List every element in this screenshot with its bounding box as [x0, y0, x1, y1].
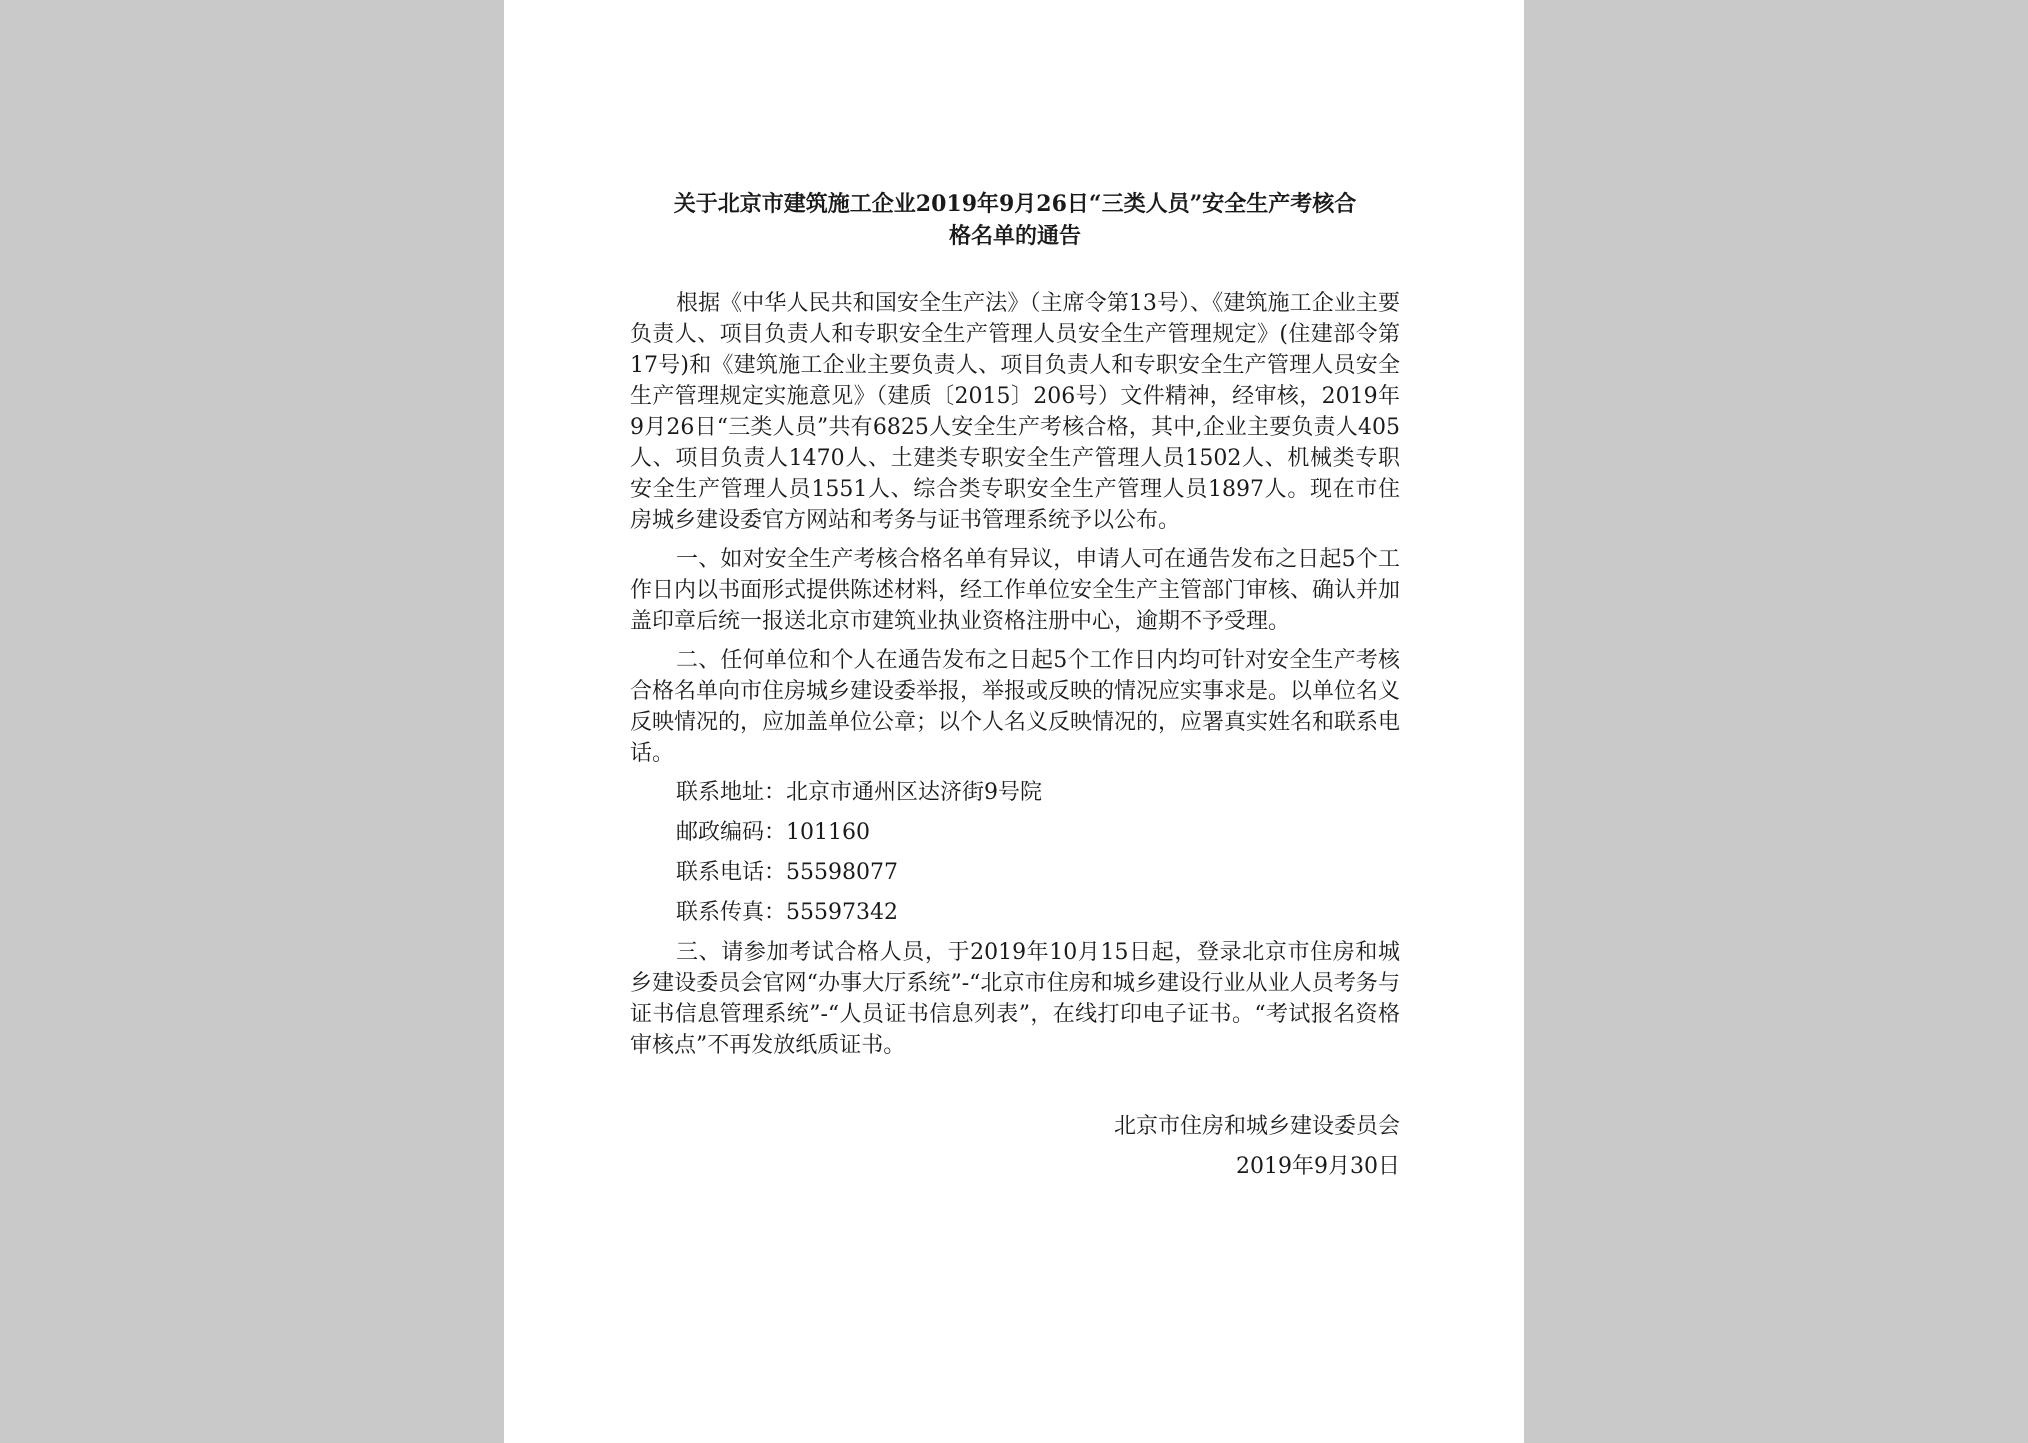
contact-phone [630, 857, 1400, 888]
contact-fax-label: 联系传真： [676, 900, 787, 925]
signature-block [630, 1107, 1400, 1187]
title-line-2: 格名单的通告 [948, 223, 1081, 249]
item-2-paragraph: 二、任何单位和个人在通告发布之日起5个工作日内均可针对安全生产考核合格名单向市住房城乡建设委举报，举报或反映的情况应实事求是。以单位名义反映情况的，应加盖单位公章；以个人名义反映情况的，应署真实姓名和联系电话。 [630, 648, 1401, 766]
contact-postcode [630, 817, 1400, 848]
contact-address-label: 联系地址： [676, 780, 787, 805]
item-1-paragraph: 一、如对安全生产考核合格名单有异议，申请人可在通告发布之日起5个工作日内以书面形式提供陈述材料，经工作单位安全生产主管部门审核、确认并加盖印章后统一报送北京市建筑业执业资格注册中心，逾期不予受理。 [630, 547, 1401, 634]
title-line-1: 关于北京市建筑施工企业2019年9月26日“三类人员”安全生产考核合 [673, 191, 1357, 217]
contact-fax [630, 897, 1400, 928]
issue-date: 2019年9月30日 [1236, 1154, 1400, 1179]
contact-address-value: 北京市通州区达济街9号院 [786, 780, 1043, 805]
contact-address [630, 777, 1400, 808]
document-title [630, 188, 1400, 252]
contact-postcode-value: 101160 [786, 820, 870, 845]
intro-paragraph: 根据《中华人民共和国安全生产法》（主席令第13号）、《建筑施工企业主要负责人、项目负责人和专职安全生产管理人员安全生产管理规定》(住建部令第17号)和《建筑施工企业主要负责人、项目负责人和专职安全生产管理人员安全生产管理规定实施意见》（建质〔2015〕206号）文件精神，经审核，2019年9月26日“三类人员”共有6825人安全生产考核合格，其中,企业主要负责人405人、项目负责人1470人、土建类专职安全生产管理人员1502人、机械类专职安全生产管理人员1551人、综合类专职安全生产管理人员1897人。现在市住房城乡建设委官方网站和考务与证书管理系统予以公布。 [630, 291, 1400, 533]
document-content [630, 188, 1400, 1187]
contact-phone-label: 联系电话： [676, 860, 787, 885]
document-page [504, 0, 1524, 1443]
contact-fax-value: 55597342 [786, 900, 898, 925]
issuer-name: 北京市住房和城乡建设委员会 [1113, 1114, 1400, 1139]
contact-phone-value: 55598077 [786, 860, 898, 885]
item-3-paragraph: 三、请参加考试合格人员，于2019年10月15日起，登录北京市住房和城乡建设委员会官网“办事大厅系统”-“北京市住房和城乡建设行业从业人员考务与证书信息管理系统”-“人员证书信息列表”，在线打印电子证书。“考试报名资格审核点”不再发放纸质证书。 [630, 940, 1400, 1058]
contact-postcode-label: 邮政编码： [676, 820, 787, 845]
